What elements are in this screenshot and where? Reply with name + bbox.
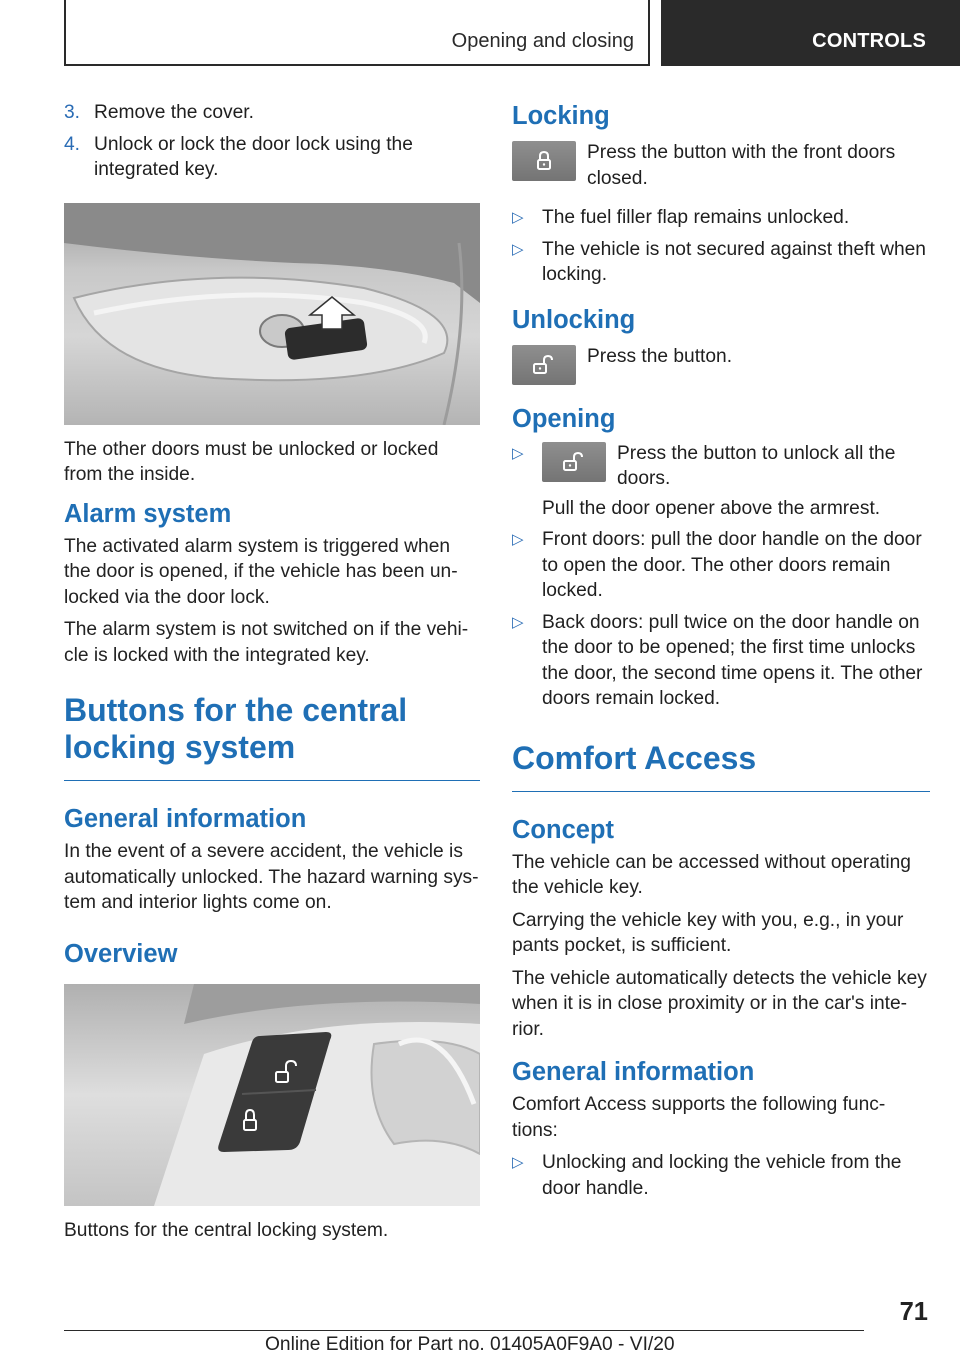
heading-general-information: General information	[64, 805, 307, 833]
bullet-marker: ▷	[512, 240, 524, 258]
paragraph: The vehicle can be accessed without operating the vehicle key.	[512, 851, 911, 898]
bullet-text: Front doors: pull the door handle on the door to open the door. The other doors remain locked.	[542, 529, 922, 601]
bullet-marker: ▷	[512, 209, 524, 226]
heading-buttons-central-locking: Buttons for the central locking system	[64, 692, 480, 781]
heading-locking: Locking	[512, 102, 610, 130]
bullet-text: Back doors: pull twice on the door handle on the door to be opened; the first time unlocks the door, the second time opens it. The other doors remain locked.	[542, 611, 923, 709]
unlock-icon	[531, 354, 557, 376]
step-item	[64, 100, 480, 126]
bullet-item	[512, 610, 930, 712]
heading-comfort-access: Comfort Access	[512, 740, 930, 792]
paragraph: The other doors must be unlocked or locked from the inside.	[64, 438, 439, 485]
bullet-item	[512, 237, 930, 288]
heading-opening: Opening	[512, 404, 616, 433]
bullet-marker: ▷	[512, 1154, 524, 1171]
lock-icon	[533, 150, 555, 172]
unlocking-button-row	[512, 344, 930, 385]
header-section-title: Opening and closing	[451, 30, 634, 52]
heading-alarm-system: Alarm system	[64, 499, 232, 528]
unlock-button-icon	[542, 442, 606, 482]
bullet-item	[512, 1150, 930, 1201]
footer-divider	[64, 1330, 864, 1331]
footer-edition: Online Edition for Part no. 01405A0F9A0 - VI/20	[265, 1334, 675, 1355]
header-chapter-box	[661, 0, 960, 66]
bullet-marker: ▷	[512, 444, 524, 462]
paragraph: Comfort Access supports the following func-tions:	[512, 1094, 886, 1141]
bullet-marker: ▷	[512, 531, 524, 548]
right-column	[512, 100, 930, 1207]
step-number: 3.	[64, 102, 81, 123]
door-lock-photo	[64, 203, 480, 425]
lock-button-icon	[512, 141, 576, 181]
unlocking-instruction: Press the button.	[587, 345, 733, 367]
page-number: 71	[899, 1298, 928, 1326]
locking-instruction: Press the button with the front doors closed.	[587, 142, 896, 189]
opening-pull-text: Pull the door opener above the armrest.	[542, 497, 881, 519]
heading-unlocking: Unlocking	[512, 305, 636, 334]
paragraph: In the event of a severe accident, the vehicle is automatically unlocked. The hazard warning sys-tem and interior lights come on.	[64, 841, 479, 913]
opening-button-row	[542, 441, 930, 492]
heading-overview: Overview	[64, 939, 178, 968]
bullet-marker: ▷	[512, 613, 524, 631]
step-item	[64, 132, 480, 183]
bullet-text: The vehicle is not secured against theft when locking.	[542, 238, 926, 285]
central-locking-buttons-photo	[64, 984, 480, 1206]
bullet-text: The fuel filler flap remains unlocked.	[542, 207, 850, 228]
paragraph: The vehicle automatically detects the vehicle key when it is in close proximity or in the car's inte-rior.	[512, 967, 927, 1040]
bullet-text: Unlocking and locking the vehicle from the door handle.	[542, 1152, 902, 1199]
bullet-item	[512, 527, 930, 604]
heading-general-information: General information	[512, 1058, 755, 1086]
buttons-illustration	[64, 984, 480, 1206]
step-number: 4.	[64, 133, 81, 155]
door-handle-illustration	[64, 203, 480, 425]
header-section-box	[64, 0, 650, 66]
step-text: Remove the cover.	[94, 102, 254, 123]
unlock-icon	[561, 451, 587, 473]
paragraph: The activated alarm system is triggered when the door is opened, if the vehicle has been un-locked via the door lock.	[64, 535, 458, 608]
paragraph: Carrying the vehicle key with you, e.g., in your pants pocket, is sufficient.	[512, 909, 904, 956]
bullet-item	[512, 441, 930, 522]
left-column	[64, 100, 480, 1250]
heading-concept: Concept	[512, 815, 614, 844]
locking-button-row	[512, 140, 930, 191]
unlock-button-icon	[512, 345, 576, 385]
bullet-item	[512, 205, 930, 231]
step-text: Unlock or lock the door lock using the integrated key.	[94, 133, 413, 180]
opening-instruction: Press the button to unlock all the doors.	[617, 442, 896, 489]
photo-caption: Buttons for the central locking system.	[64, 1219, 389, 1241]
paragraph: The alarm system is not switched on if the vehi-cle is locked with the integrated key.	[64, 619, 469, 666]
header-chapter-title: CONTROLS	[812, 30, 926, 52]
